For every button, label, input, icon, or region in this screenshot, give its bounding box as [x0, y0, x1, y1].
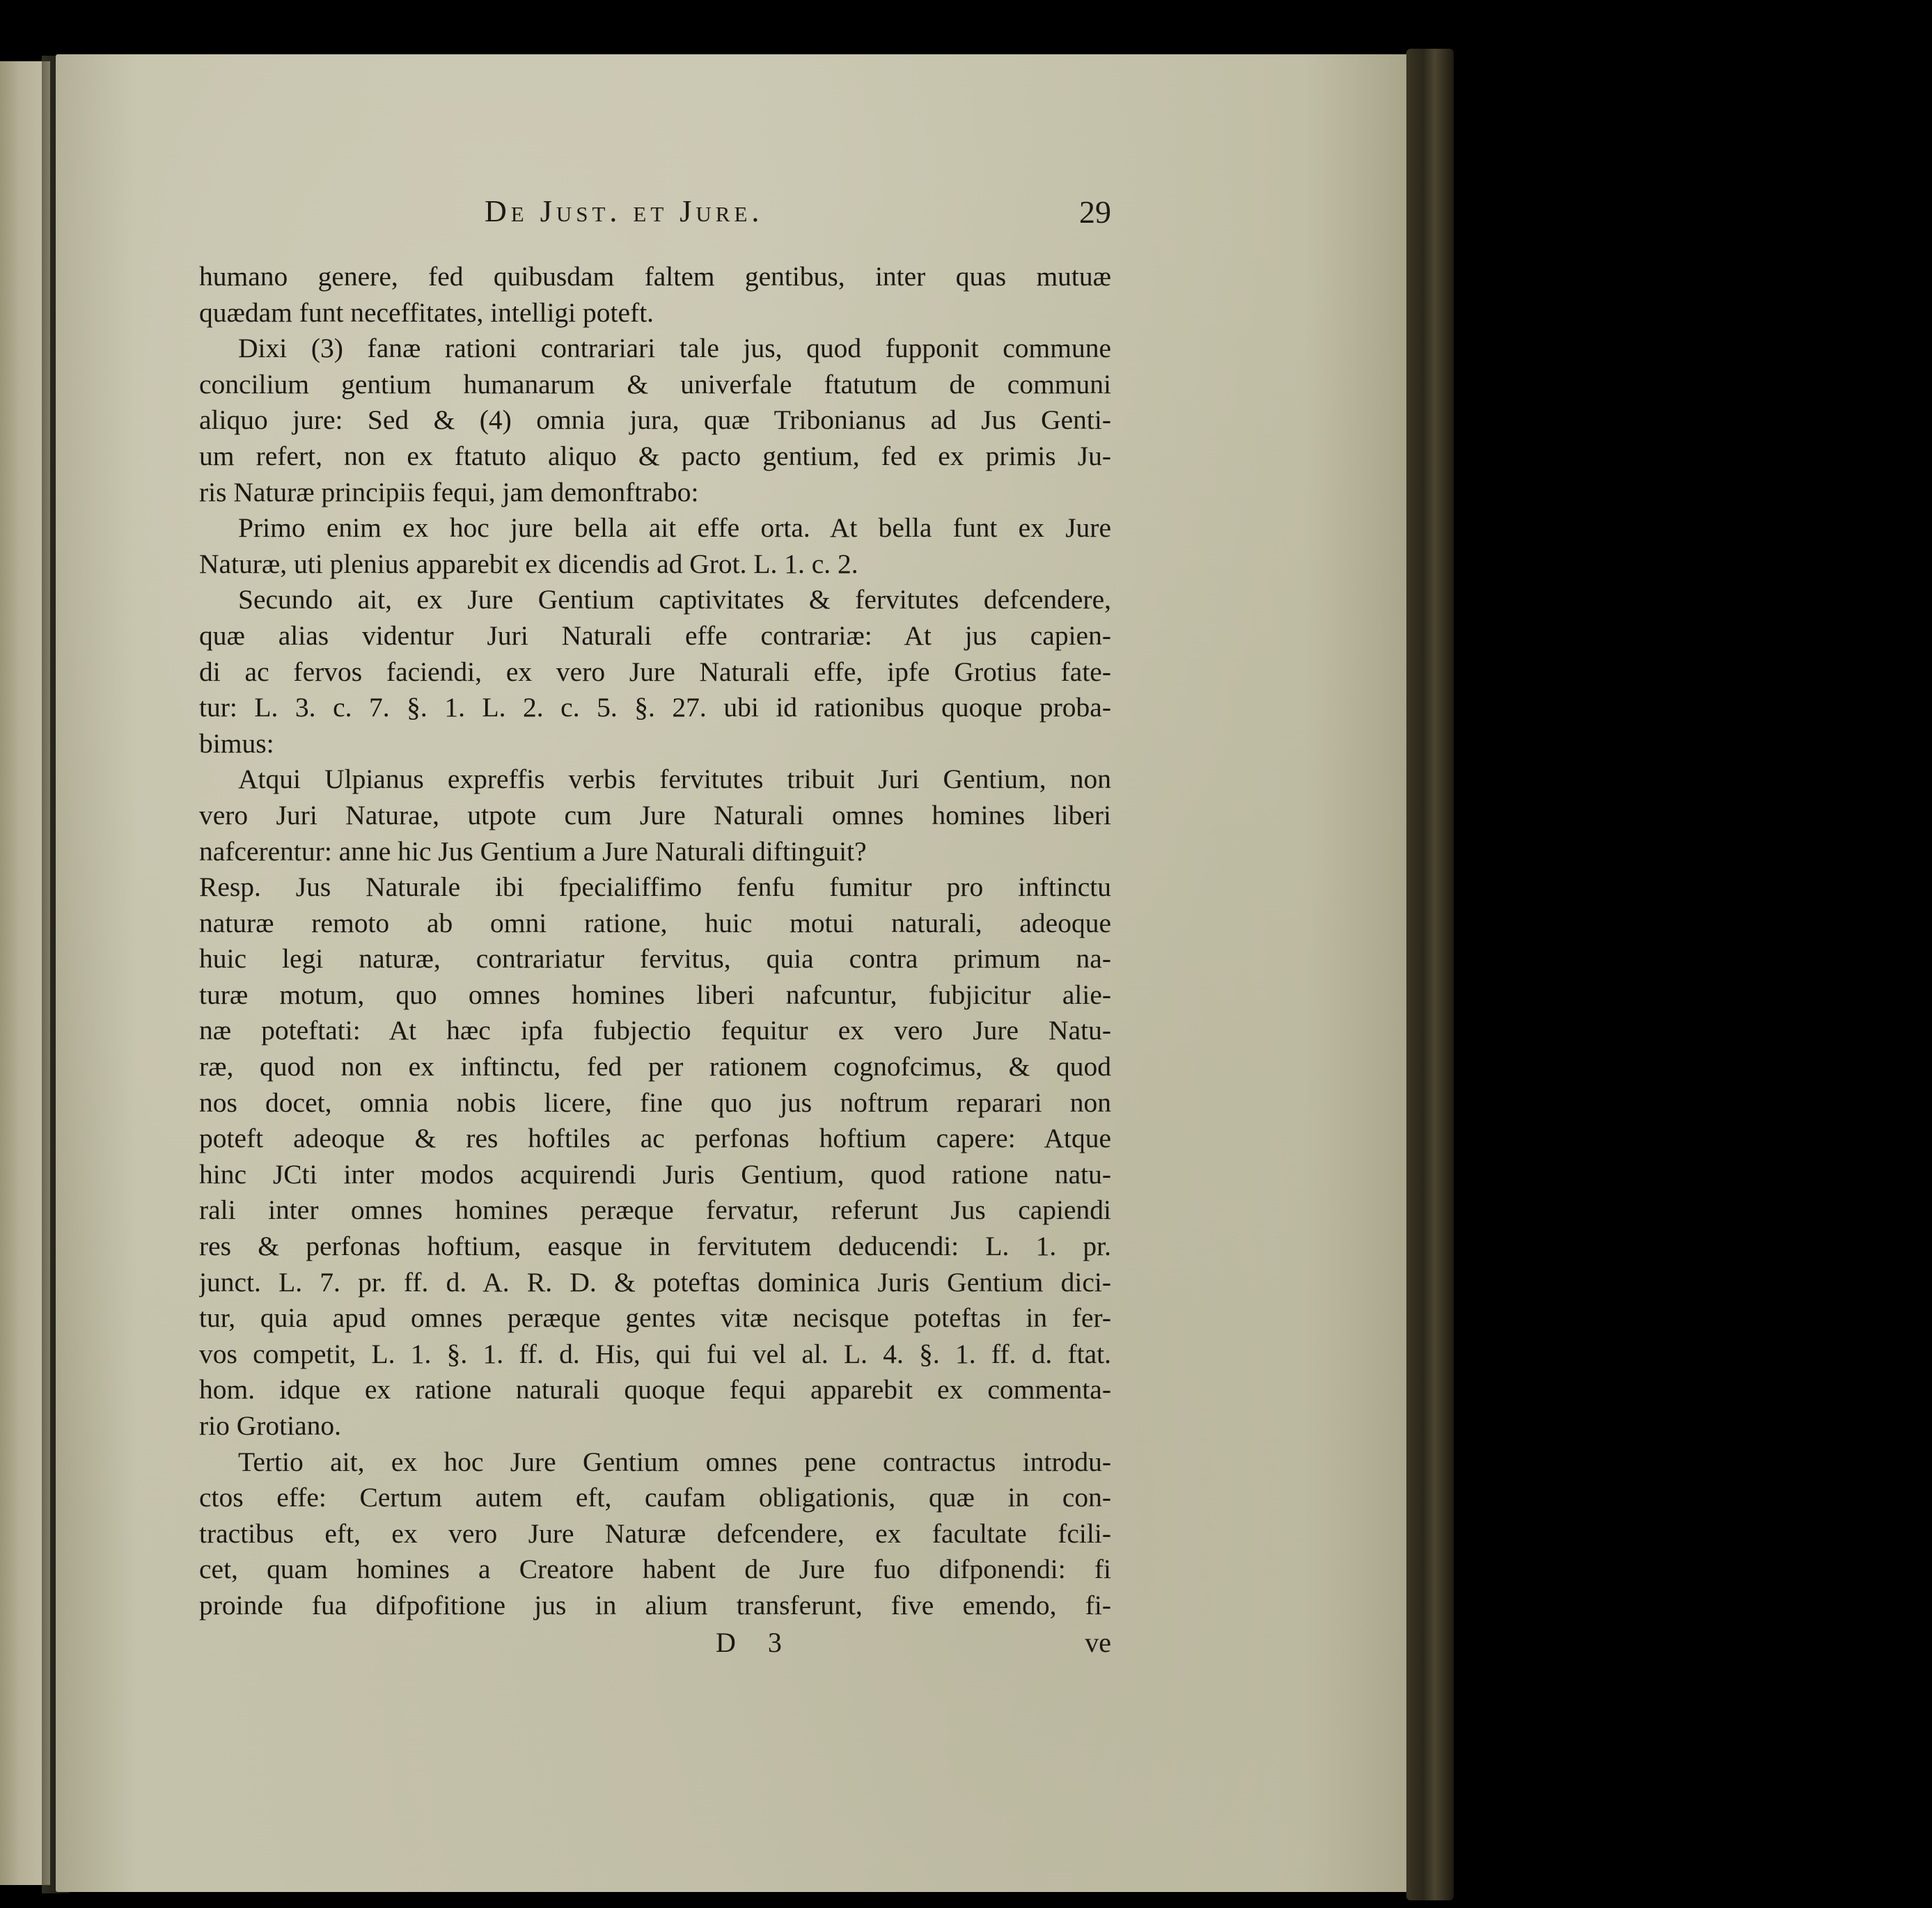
text-line: tur: L. 3. c. 7. §. 1. L. 2. c. 5. §. 27. ubi id rationibus quoque proba- [199, 692, 1111, 723]
page-footer [199, 1626, 1111, 1665]
text-line: næ poteftati: At hæc ipfa fubjectio fequitur ex vero Jure Natu- [199, 1015, 1111, 1046]
text-line: rio Grotiano. [199, 1410, 342, 1441]
text-line: quædam funt neceffitates, intelligi poteft. [199, 297, 654, 328]
text-line: hinc JCti inter modos acquirendi Juris Gentium, quod ratione natu- [199, 1158, 1111, 1190]
page-body-text [199, 259, 1111, 1624]
text-line: junct. L. 7. pr. ff. d. A. R. D. & poteftas dominica Juris Gentium dici- [199, 1266, 1111, 1298]
text-line: Naturæ, uti plenius apparebit ex dicendis ad Grot. L. 1. c. 2. [199, 548, 858, 579]
text-line: di ac fervos faciendi, ex vero Jure Naturali effe, ipfe Grotius fate- [199, 656, 1111, 687]
text-line: Atqui Ulpianus expreffis verbis fervitutes tribuit Juri Gentium, non [238, 764, 1111, 795]
signature-mark: D 3 [716, 1627, 794, 1658]
text-line: vos competit, L. 1. §. 1. ff. d. His, qui fui vel al. L. 4. §. 1. ff. d. ftat. [199, 1338, 1111, 1369]
text-line: humano genere, fed quibusdam faltem gentibus, inter quas mutuæ [199, 261, 1111, 292]
text-line: rali inter omnes homines peræque fervatur, referunt Jus capiendi [199, 1195, 1111, 1226]
text-line: tur, quia apud omnes peræque gentes vitæ necisque poteftas in fer- [199, 1302, 1111, 1334]
text-line: quæ alias videntur Juri Naturali effe contrariæ: At jus capien- [199, 620, 1111, 651]
text-line: Dixi (3) fanæ rationi contrariari tale jus, quod fupponit commune [238, 333, 1111, 364]
text-line: vero Juri Naturae, utpote cum Jure Naturali omnes homines liberi [199, 799, 1111, 830]
text-line: poteft adeoque & res hoftiles ac perfonas hoftium capere: Atque [199, 1123, 1111, 1154]
text-line: huic legi naturæ, contrariatur fervitus, quia contra primum na- [199, 943, 1111, 975]
text-line: Secundo ait, ex Jure Gentium captivitates & fervitutes defcendere, [238, 584, 1111, 615]
catchword: ve [1085, 1627, 1111, 1658]
book-cover-edge [1406, 49, 1454, 1900]
text-line: proinde fua difpofitione jus in alium transferunt, five emendo, fi- [199, 1589, 1111, 1621]
text-line: turæ motum, quo omnes homines liberi nafcuntur, fubjicitur alie- [199, 979, 1111, 1010]
text-line: tractibus eft, ex vero Jure Naturæ defcendere, ex facultate fcili- [199, 1517, 1111, 1549]
text-line: Primo enim ex hoc jure bella ait effe orta. At bella funt ex Jure [238, 512, 1111, 544]
text-line: concilium gentium humanarum & univerfale ftatutum de communi [199, 368, 1111, 400]
text-line: um refert, non ex ftatuto aliquo & pacto gentium, fed ex primis Ju- [199, 440, 1111, 471]
text-line: naturæ remoto ab omni ratione, huic motui naturali, adeoque [199, 907, 1111, 938]
text-line: Resp. Jus Naturale ibi fpecialiffimo fenfu fumitur pro inftinctu [199, 872, 1111, 903]
text-line: ctos effe: Certum autem eft, caufam obligationis, quæ in con- [199, 1482, 1111, 1513]
text-line: bimus: [199, 727, 274, 759]
running-head [199, 194, 1111, 235]
text-line: Tertio ait, ex hoc Jure Gentium omnes pene contractus introdu- [238, 1446, 1111, 1477]
text-line: aliquo jure: Sed & (4) omnia jura, quæ Tribonianus ad Jus Genti- [199, 404, 1111, 436]
text-line: ris Naturæ principiis fequi, jam demonftrabo: [199, 476, 699, 507]
running-title: De Just. et Jure. [485, 194, 764, 228]
text-line: nafcerentur: anne hic Jus Gentium a Jure Naturali diftinguit? [199, 835, 867, 867]
text-line: ræ, quod non ex inftinctu, fed per rationem cognofcimus, & quod [199, 1051, 1111, 1082]
text-line: cet, quam homines a Creatore habent de Jure fuo difponendi: fi [199, 1554, 1111, 1585]
page-number: 29 [1079, 194, 1111, 230]
text-line: nos docet, omnia nobis licere, fine quo jus noftrum reparari non [199, 1087, 1111, 1118]
text-line: res & perfonas hoftium, easque in fervitutem deducendi: L. 1. pr. [199, 1231, 1111, 1262]
text-line: hom. idque ex ratione naturali quoque fequi apparebit ex commenta- [199, 1374, 1111, 1405]
